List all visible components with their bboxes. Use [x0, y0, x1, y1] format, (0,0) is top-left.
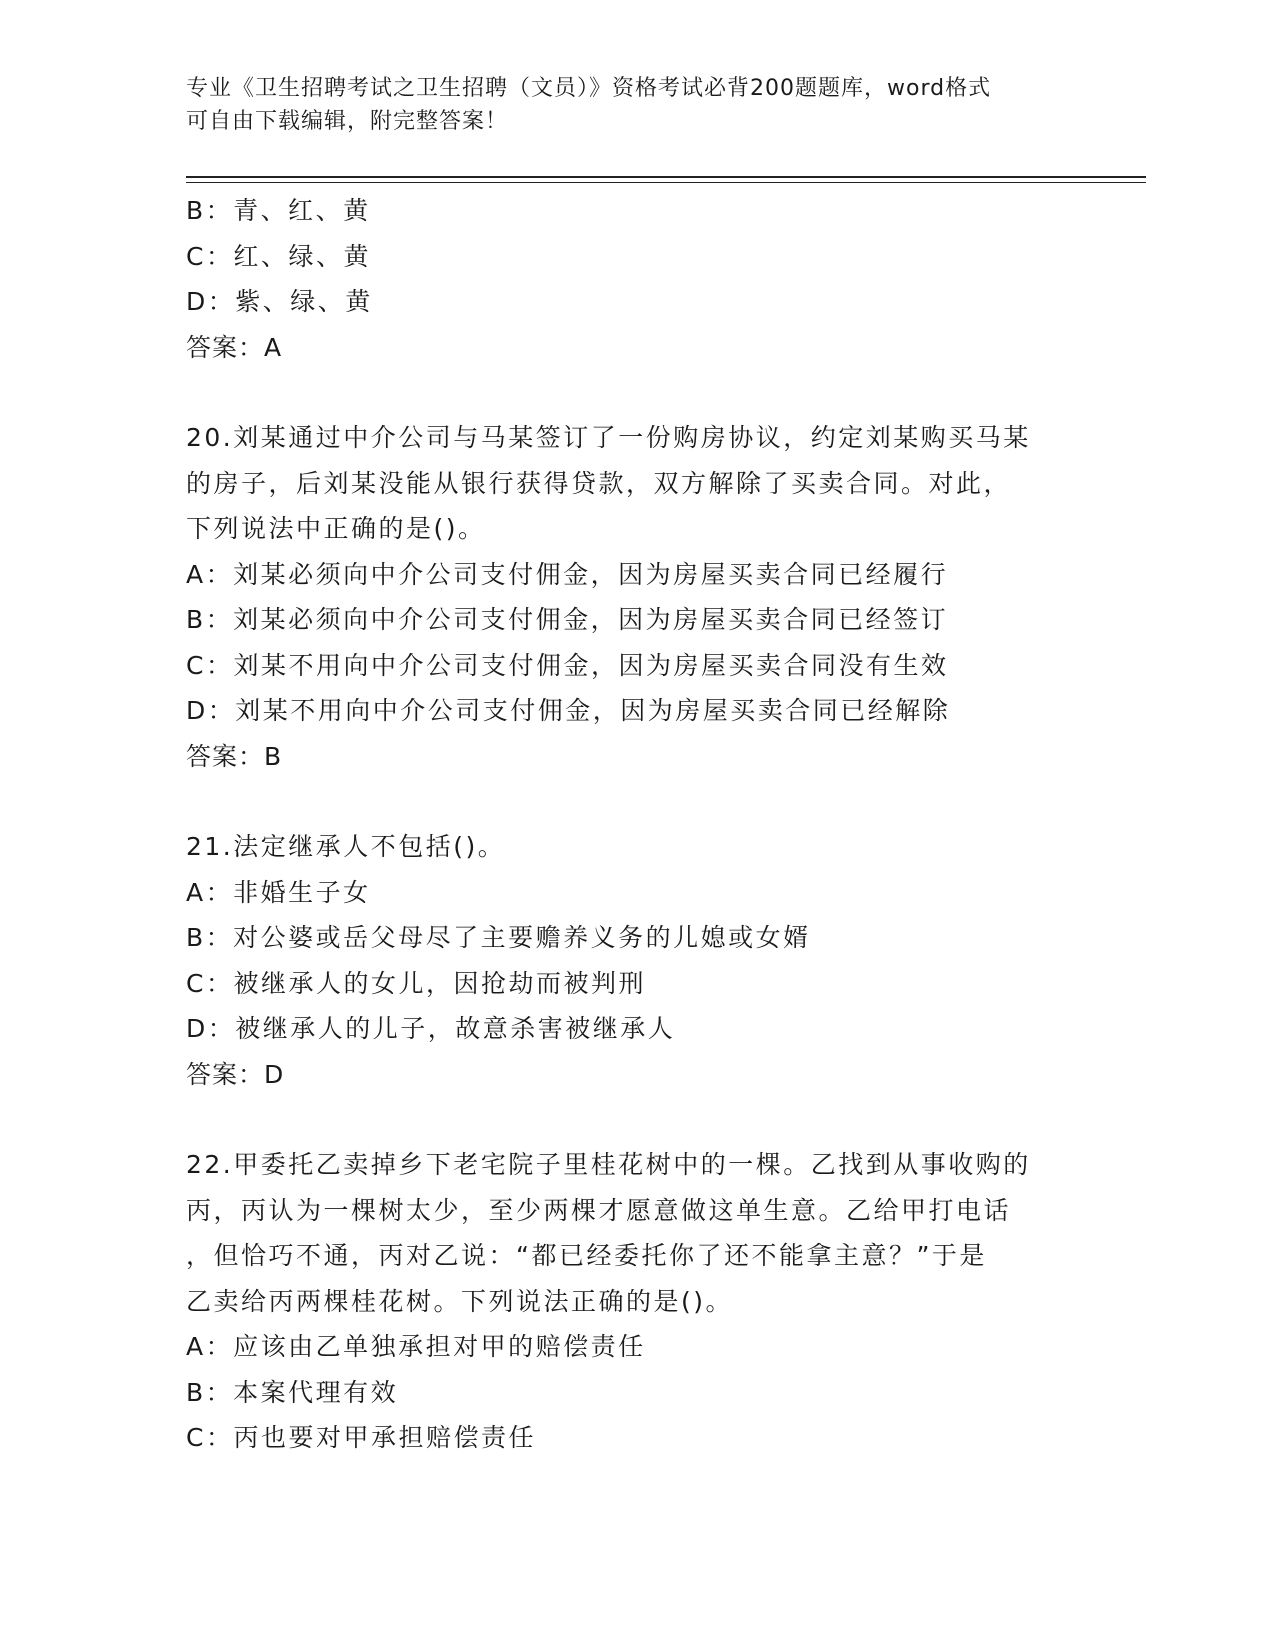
spacer [186, 370, 1086, 415]
question-stem-line: 20.刘某通过中介公司与马某签订了一份购房协议，约定刘某购买马某 [186, 423, 1031, 452]
option-c: C：红、绿、黄 [186, 241, 371, 271]
question-21 [186, 824, 1086, 1097]
option-d: D：被继承人的儿子，故意杀害被继承人 [186, 1014, 676, 1043]
question-stem-line: 丙，丙认为一棵树太少，至少两棵才愿意做这单生意。乙给甲打电话 [186, 1195, 1012, 1225]
question-20 [186, 415, 1086, 779]
option-b: B：本案代理有效 [186, 1377, 399, 1407]
option-d: D：紫、绿、黄 [186, 287, 373, 316]
question-stem-line: 的房子，后刘某没能从银行获得贷款，双方解除了买卖合同。对此， [186, 468, 1012, 498]
option-c: C：丙也要对甲承担赔偿责任 [186, 1423, 536, 1452]
option-d: D：刘某不用向中介公司支付佣金，因为房屋买卖合同已经解除 [186, 696, 951, 725]
answer-line: 答案：A [186, 332, 283, 362]
header-line-2: 可自由下载编辑，附完整答案！ [186, 109, 509, 134]
question-content [186, 188, 1086, 1461]
option-a: A：应该由乙单独承担对甲的赔偿责任 [186, 1332, 646, 1361]
option-b: B：刘某必须向中介公司支付佣金，因为房屋买卖合同已经签订 [186, 605, 949, 634]
question-stem-line: 下列说法中正确的是()。 [186, 514, 486, 543]
question-22 [186, 1142, 1086, 1461]
option-c: C：刘某不用向中介公司支付佣金，因为房屋买卖合同没有生效 [186, 650, 949, 680]
option-b: B：青、红、黄 [186, 196, 371, 225]
option-b: B：对公婆或岳父母尽了主要赡养义务的儿媳或女婿 [186, 923, 811, 952]
question-stem-line: 22.甲委托乙卖掉乡下老宅院子里桂花树中的一棵。乙找到从事收购的 [186, 1150, 1031, 1179]
answer-line: 答案：D [186, 1059, 285, 1089]
question-stem-line: ，但恰巧不通，丙对乙说：“都已经委托你了还不能拿主意？”于是 [186, 1241, 987, 1270]
spacer [186, 779, 1086, 824]
question-stem-line: 乙卖给丙两棵桂花树。下列说法正确的是()。 [186, 1286, 734, 1316]
header-rule-thick [186, 176, 1146, 178]
page-header [186, 72, 1066, 138]
option-a: A：刘某必须向中介公司支付佣金，因为房屋买卖合同已经履行 [186, 559, 949, 589]
header-line-1: 专业《卫生招聘考试之卫生招聘（文员）》资格考试必背200题题库，word格式 [186, 76, 992, 101]
question-stem-line: 21.法定继承人不包括()。 [186, 832, 506, 861]
option-a: A：非婚生子女 [186, 877, 371, 907]
option-c: C：被继承人的女儿，因抢劫而被判刑 [186, 968, 646, 998]
answer-line: 答案：B [186, 741, 283, 771]
question-19 [186, 188, 1086, 370]
spacer [186, 1097, 1086, 1142]
header-rule-thin [186, 182, 1146, 183]
